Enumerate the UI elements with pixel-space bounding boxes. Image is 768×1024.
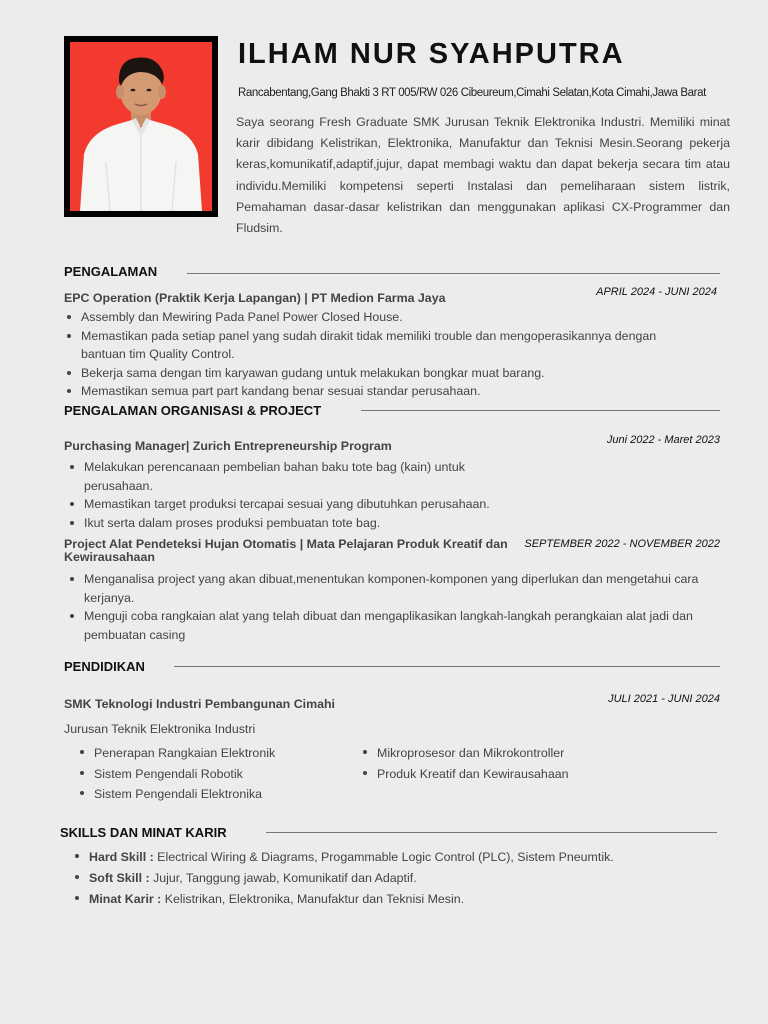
list-item: Assembly dan Mewiring Pada Panel Power Closed House. bbox=[64, 308, 664, 327]
skill-label: Hard Skill : bbox=[89, 850, 154, 864]
skill-label: Minat Karir : bbox=[89, 891, 162, 906]
project-date: Juni 2022 - Maret 2023 bbox=[606, 434, 720, 446]
list-item: Bekerja sama dengan tim karyawan gudang untuk melakukan bongkar muat barang. bbox=[64, 364, 664, 383]
address-text: Rancabentang,Gang Bhakti 3 RT 005/RW 026 Cibeureum,Cimahi Selatan,Kota Cimahi,Jawa Barat bbox=[238, 87, 706, 99]
job-title: EPC Operation (Praktik Kerja Lapangan) | PT Medion Farma Jaya bbox=[64, 291, 446, 305]
skill-text: Kelistrikan, Elektronika, Manufaktur dan Teknisi Mesin. bbox=[161, 891, 465, 906]
person-portrait-icon bbox=[70, 42, 212, 211]
skill-text: Jujur, Tanggung jawab, Komunikatif dan Adaptif. bbox=[149, 870, 417, 885]
project-bullets bbox=[67, 570, 707, 644]
project-date: SEPTEMBER 2022 - NOVEMBER 2022 bbox=[524, 538, 720, 550]
school-name: SMK Teknologi Industri Pembangunan Cimahi bbox=[64, 697, 336, 711]
list-item: Melakukan perencanaan pembelian bahan baku tote bag (kain) untuk perusahaan. bbox=[67, 458, 507, 495]
section-title-pengalaman: PENGALAMAN bbox=[64, 264, 158, 279]
list-item: Ikut serta dalam proses produksi pembuatan tote bag. bbox=[67, 514, 507, 533]
section-title-skills: SKILLS DAN MINAT KARIR bbox=[60, 825, 227, 840]
education-bullets-left bbox=[77, 743, 347, 805]
profile-photo-frame bbox=[64, 36, 218, 217]
skill-text: Electrical Wiring & Diagrams, Progammable Logic Control (PLC), Sistem Pneumtik. bbox=[153, 850, 614, 864]
list-item: Sistem Pengendali Robotik bbox=[77, 764, 347, 785]
section-divider bbox=[174, 666, 720, 667]
project-bullets bbox=[67, 458, 507, 532]
school-date: JULI 2021 - JUNI 2024 bbox=[608, 693, 720, 705]
skills-list bbox=[72, 847, 712, 909]
project-title: Purchasing Manager| Zurich Entrepreneurship Program bbox=[64, 439, 392, 453]
list-item: Mikroprosesor dan Mikrokontroller bbox=[360, 743, 660, 764]
skill-item bbox=[72, 847, 712, 868]
section-title-organisasi: PENGALAMAN ORGANISASI & PROJECT bbox=[64, 403, 322, 418]
list-item: Penerapan Rangkaian Elektronik bbox=[77, 743, 347, 764]
education-bullets-right bbox=[360, 743, 660, 784]
major-text: Jurusan Teknik Elektronika Industri bbox=[64, 722, 256, 736]
list-item: Sistem Pengendali Elektronika bbox=[77, 784, 347, 805]
list-item: Menguji coba rangkaian alat yang telah dibuat dan mengaplikasikan langkah-langkah perangkaian alat jadi dan pembuatan casing bbox=[67, 607, 707, 644]
list-item: Produk Kreatif dan Kewirausahaan bbox=[360, 764, 660, 785]
job-date: APRIL 2024 - JUNI 2024 bbox=[596, 286, 717, 298]
skill-item bbox=[72, 889, 712, 910]
project-title: Project Alat Pendeteksi Hujan Otomatis | Mata Pelajaran Produk Kreatif dan Kewirausahaan bbox=[64, 537, 508, 564]
profile-photo bbox=[70, 42, 212, 211]
section-title-pendidikan: PENDIDIKAN bbox=[64, 659, 145, 674]
section-divider bbox=[266, 832, 717, 833]
profile-summary: Saya seorang Fresh Graduate SMK Jurusan Teknik Elektronika Industri. Memiliki minat karir dibidang Kelistrikan, Elektronika, Manufaktur dan Teknisi Mesin.Seorang pekerja keras,komunikatif,adaptif,jujur, dapat membagi waktu dan dapat bekerja secara tim atau individu.Memiliki kompetensi seperti Instalasi dan pemeliharaan sistem listrik, Pemahaman dasar-dasar kelistrikan dan menggunakan aplikasi CX-Programmer dan Fludsim. bbox=[236, 115, 730, 236]
job-bullets bbox=[64, 308, 664, 401]
list-item: Memastikan pada setiap panel yang sudah dirakit tidak memiliki trouble dan mengoperasikannya dengan bantuan tim Quality Control. bbox=[64, 327, 664, 364]
candidate-name: ILHAM NUR SYAHPUTRA bbox=[238, 38, 625, 70]
list-item: Menganalisa project yang akan dibuat,menentukan komponen-komponen yang diperlukan dan mengetahui cara kerjanya. bbox=[67, 570, 707, 607]
list-item: Memastikan target produksi tercapai sesuai yang dibutuhkan perusahaan. bbox=[67, 495, 507, 514]
skill-item bbox=[72, 868, 712, 889]
list-item: Memastikan semua part part kandang benar sesuai standar perusahaan. bbox=[64, 382, 664, 401]
skill-label: Soft Skill : bbox=[89, 870, 150, 885]
section-divider bbox=[187, 273, 720, 274]
section-divider bbox=[361, 410, 720, 411]
